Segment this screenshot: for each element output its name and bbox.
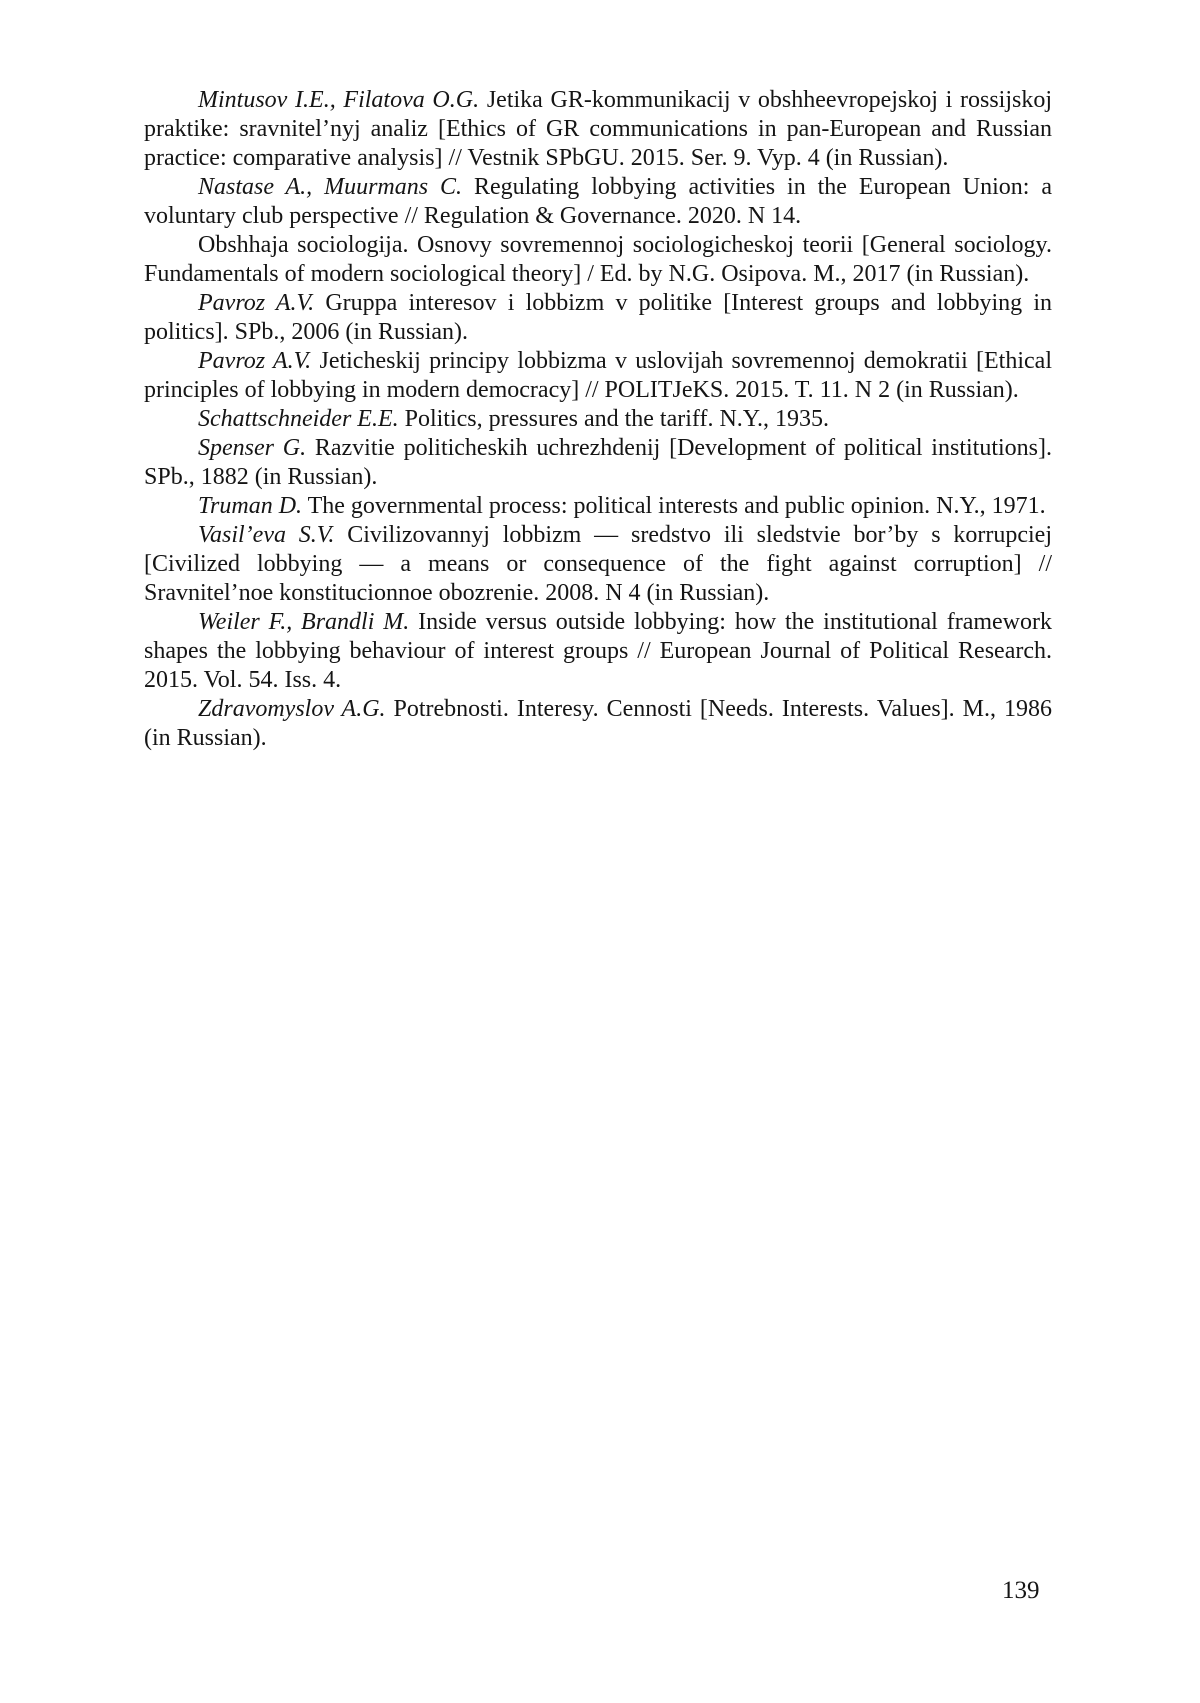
reference-text: Civilizovannyj lobbizm — sredstvo ili sledstvie bor’by s korrupciej [Civilized lobbying — a means or consequence of the fight against corruption] // Sravnitel’noe konstitucionnoe obozrenie. 2008. N 4 (in Russian). — [144, 522, 1052, 606]
reference-authors: Truman D. — [198, 493, 303, 519]
reference-entry — [144, 521, 1052, 608]
reference-authors: Pavroz A.V. — [198, 348, 312, 374]
reference-authors: Schattschneider E.E. — [198, 406, 399, 432]
reference-entry — [144, 173, 1052, 231]
reference-entry — [144, 695, 1052, 753]
reference-authors: Weiler F., Brandli M. — [198, 609, 410, 635]
page-number: 139 — [1002, 1577, 1040, 1604]
reference-entry — [144, 347, 1052, 405]
reference-entry — [144, 434, 1052, 492]
reference-text: Regulating lobbying activities in the European Union: a voluntary club perspective // Regulation & Governance. 2020. N 14. — [144, 174, 1052, 229]
reference-text: Potrebnosti. Interesy. Cennosti [Needs. Interests. Values]. M., 1986 (in Russian). — [144, 696, 1052, 751]
reference-entry — [144, 86, 1052, 173]
reference-text: The governmental process: political interests and public opinion. N.Y., 1971. — [302, 493, 1046, 519]
reference-authors: Zdravomyslov A.G. — [198, 696, 386, 722]
reference-entry — [144, 289, 1052, 347]
reference-entry — [144, 608, 1052, 695]
reference-authors: Pavroz A.V. — [198, 290, 315, 316]
reference-text: Gruppa interesov i lobbizm v politike [Interest groups and lobbying in politics]. SPb., 2006 (in Russian). — [144, 290, 1052, 345]
reference-authors: Nastase A., Muurmans C. — [198, 174, 463, 200]
reference-text: Razvitie politicheskih uchrezhdenij [Development of political institutions]. SPb., 1882 (in Russian). — [144, 435, 1052, 490]
reference-entry — [144, 231, 1052, 289]
reference-authors: Mintusov I.E., Filatova O.G. — [198, 87, 480, 113]
references-list — [144, 86, 1052, 753]
reference-text: Obshhaja sociologija. Osnovy sovremennoj sociologicheskoj teorii [General sociology. Fundamentals of modern sociological theory] / Ed. by N.G. Osipova. M., 2017 (in Russian). — [144, 232, 1052, 287]
reference-entry — [144, 405, 1052, 434]
reference-text: Politics, pressures and the tariff. N.Y., 1935. — [398, 406, 830, 432]
reference-text: Jeticheskij principy lobbizma v uslovijah sovremennoj demokratii [Ethical principles of lobbying in modern democracy] // POLITJeKS. 2015. T. 11. N 2 (in Russian). — [144, 348, 1052, 403]
reference-text: Jetika GR-kommunikacij v obshheevropejskoj i rossijskoj praktike: sravnitel’nyj analiz [Ethics of GR communications in pan-European and Russian practice: comparative analysis] // Vestnik SPbGU. 2015. Ser. 9. Vyp. 4 (in Russian). — [144, 87, 1053, 171]
reference-authors: Spenser G. — [198, 435, 307, 461]
reference-authors: Vasil’eva S.V. — [198, 522, 335, 548]
reference-entry — [144, 492, 1052, 521]
reference-text: Inside versus outside lobbying: how the institutional framework shapes the lobbying behaviour of interest groups // European Journal of Political Research. 2015. Vol. 54. Iss. 4. — [144, 609, 1052, 693]
